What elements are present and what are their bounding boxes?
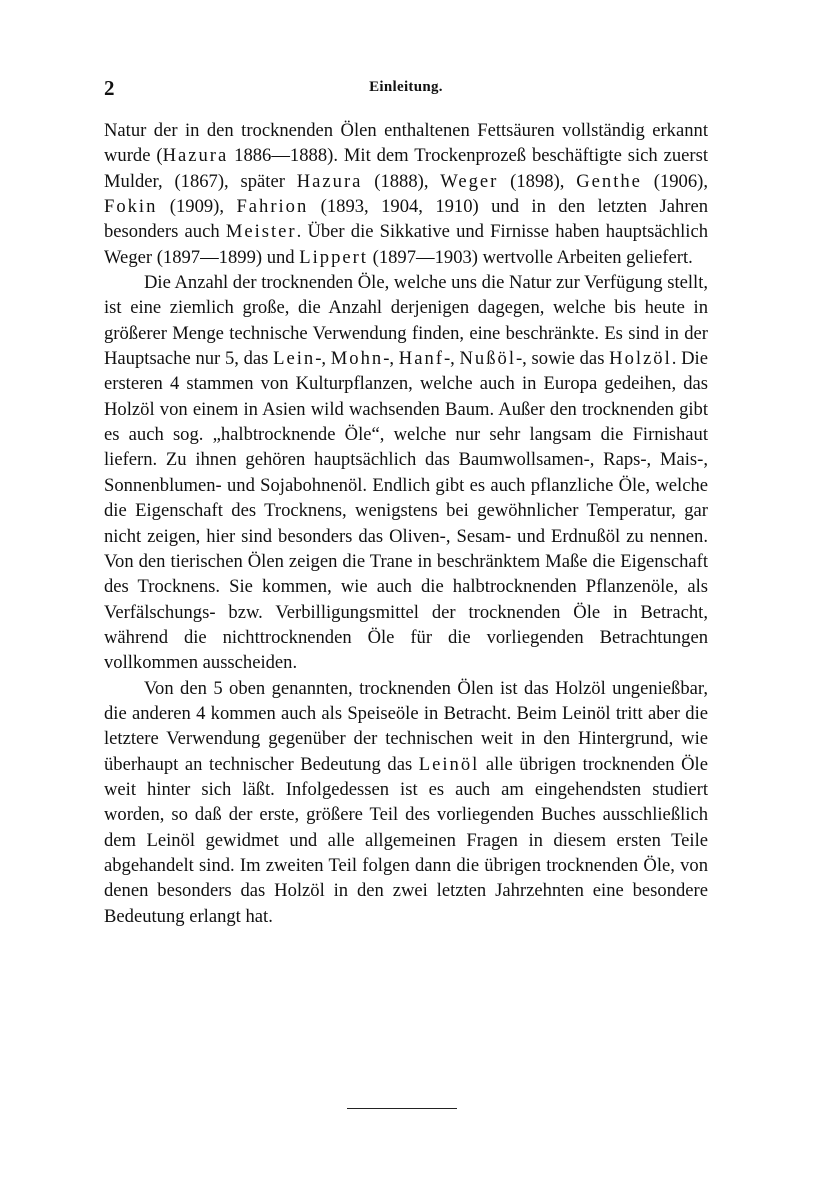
spaced-oil-name: Lein [273, 348, 316, 370]
spaced-author-name: Weger [440, 170, 499, 192]
spaced-author-name: Fokin [104, 196, 158, 218]
text-segment: . Die ersteren 4 stammen von Kulturpflanzen, welche auch in Europa gedeihen, das Holzöl von einem in Asien wild wachsenden Baum. Außer den trocknenden gibt es auch sog. „halbtrocknende Öle“, welche nur sehr langsam die Firnishaut liefern. Zu ihnen gehören hauptsächlich das Baumwollsamen-, Raps-, Mais-, Sonnenblumen- und Sojabohnenöl. Endlich gibt es auch pflanzliche Öle, welche die Eigenschaft des Trocknens, wenigstens bei gewöhnlicher Temperatur, gar nicht zeigen, hier sind besonders das Oliven-, Sesam- und Erdnußöl zu nennen. Von den tierischen Ölen zeigen die Trane in beschränktem Maße die Eigenschaft des Trocknens. Sie kommen, wie auch die halbtrocknenden Pflanzenöle, als Verfälschungs- bzw. Verbilligungsmittel der trocknenden Öle in Betracht, während die nichttrocknenden Öle für die vorliegenden Betrachtungen vollkommen ausscheiden. [104, 348, 708, 674]
spaced-oil-name: Nußöl [459, 348, 516, 370]
text-segment: -, [443, 348, 460, 370]
text-segment: Die Anzahl der trocknenden Öle, welche uns die Natur zur Verfügung stellt, ist eine ziemlich große, die Anzahl derjenigen dagegen, welche bis heute in größerer Menge technische Verwendung finden, eine beschränkte. Es sind in der Hauptsache nur 5, das [104, 272, 709, 370]
spaced-author-name: Fahrion [236, 196, 309, 218]
text-segment: Natur der in den trocknenden Ölen enthaltenen Fettsäuren vollständig erkannt wurde ( [104, 120, 708, 167]
text-segment: (1909), [157, 196, 237, 218]
paragraph-1 [104, 118, 708, 270]
paragraph-3 [104, 676, 708, 929]
running-head [104, 76, 708, 100]
spaced-oil-name: Holzöl [609, 348, 672, 370]
text-segment: Von den 5 oben genannten, trocknenden Ölen ist das Holzöl ungenießbar, die anderen 4 kommen auch als Speiseöle in Betracht. Beim Leinöl tritt aber die letztere Verwendung gegenüber der technischen weit in den Hintergrund, wie überhaupt an technischer Bedeutung das [104, 677, 708, 775]
text-segment: (1906), [641, 170, 708, 192]
end-of-section-rule [347, 1108, 457, 1109]
spaced-oil-name: Mohn [330, 348, 384, 370]
text-segment: -, [315, 348, 331, 370]
text-segment: (1893, 1904, 1910) und in den letzten Jahren besonders auch [104, 196, 708, 243]
text-segment: -, [383, 348, 399, 370]
text-segment: . Über die Sikkative und Firnisse haben hauptsächlich Weger (1897—1899) und [104, 221, 708, 268]
paragraph-2 [104, 270, 708, 676]
spaced-author-name: Hazura [296, 170, 363, 192]
text-segment: -, sowie das [515, 348, 610, 370]
page-number: 2 [104, 76, 115, 100]
text-segment: alle übrigen trocknenden Öle weit hinter sich läßt. Infolgedessen ist es auch am eingehendsten studiert worden, so daß der erste, größere Teil des vorliegenden Buches ausschließlich dem Leinöl gewidmet und alle allgemeinen Fragen in diesem ersten Teile abgehandelt sind. Im zweiten Teil folgen dann die übrigen trocknenden Öle, von denen besonders das Holzöl in den zwei letzten Jahrzehnten eine besondere Bedeutung erlangt hat. [104, 753, 708, 927]
spaced-oil-name: Leinöl [418, 753, 480, 775]
text-segment: (1898), [498, 170, 577, 192]
chapter-title: Einleitung. [369, 79, 443, 95]
text-segment: 1886—1888). Mit dem Trockenprozeß beschäftigte sich zuerst Mulder, (1867), später [104, 145, 708, 192]
spaced-oil-name: Hanf [398, 348, 444, 370]
spaced-author-name: Meister [225, 221, 297, 243]
text-segment: (1897—1903) wertvolle Arbeiten geliefert. [367, 246, 693, 268]
text-segment: (1888), [362, 170, 441, 192]
spaced-author-name: Lippert [299, 246, 368, 268]
spaced-author-name: Hazura [162, 145, 229, 167]
spaced-author-name: Genthe [576, 170, 642, 192]
body-text [104, 118, 708, 929]
